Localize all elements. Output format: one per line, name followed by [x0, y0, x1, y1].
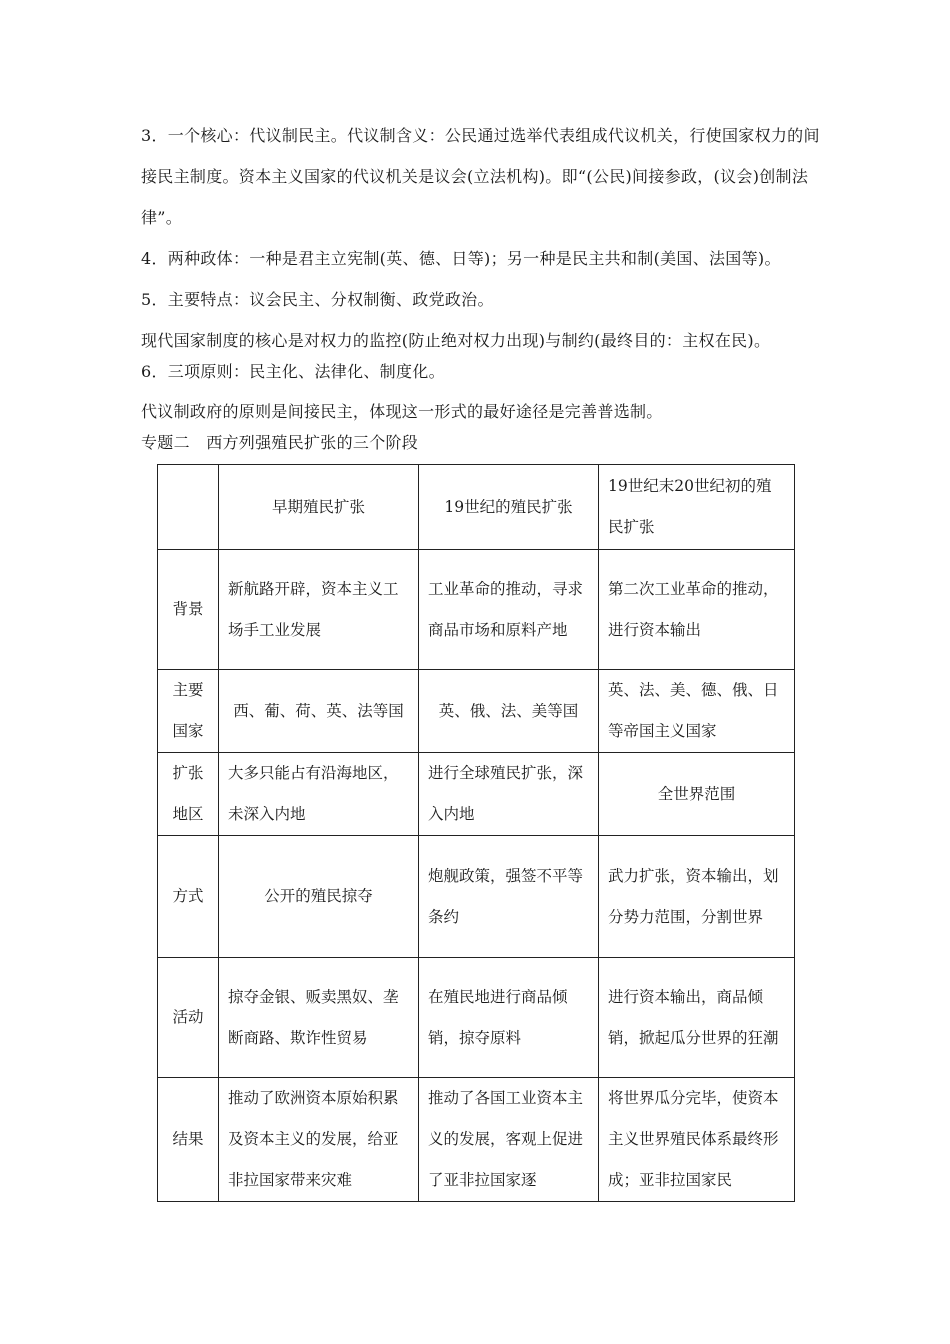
- table-header-cell: [158, 465, 219, 550]
- table-cell: 进行资本输出，商品倾销，掀起瓜分世界的狂潮: [599, 958, 795, 1078]
- table-cell: 西、葡、荷、英、法等国: [219, 670, 419, 753]
- table-row: [158, 670, 795, 753]
- colonial-expansion-table: [157, 464, 795, 1202]
- table-cell: 英、法、美、德、俄、日等帝国主义国家: [599, 670, 795, 753]
- table-header-cell: 19世纪的殖民扩张: [419, 465, 599, 550]
- paragraph-indirect-democracy: 代议制政府的原则是间接民主，体现这一形式的最好途径是完善普选制。: [141, 402, 663, 421]
- table-header-cell: 19世纪末20世纪初的殖民扩张: [599, 465, 795, 550]
- paragraph-representative-democracy: 3．一个核心：代议制民主。代议制含义：公民通过选举代表组成代议机关，行使国家权力的间接民主制度。资本主义国家的代议机关是议会(立法机构)。即“(公民)间接参政，(议会)创制法律”。: [141, 126, 820, 227]
- table-cell: 全世界范围: [599, 753, 795, 836]
- table-cell: 进行全球殖民扩张，深入内地: [419, 753, 599, 836]
- table-cell: 大多只能占有沿海地区，未深入内地: [219, 753, 419, 836]
- table-cell: 推动了各国工业资本主义的发展，客观上促进了亚非拉国家逐: [419, 1078, 599, 1202]
- table-cell: 炮舰政策，强签不平等条约: [419, 836, 599, 958]
- row-label-background: 背景: [158, 550, 219, 670]
- paragraph-core-of-system: 现代国家制度的核心是对权力的监控(防止绝对权力出现)与制约(最终目的：主权在民)。: [141, 331, 771, 350]
- paragraph-three-principles: 6．三项原则：民主化、法律化、制度化。: [141, 362, 445, 381]
- row-label-method: 方式: [158, 836, 219, 958]
- table-row: [158, 550, 795, 670]
- table-cell: 工业革命的推动，寻求商品市场和原料产地: [419, 550, 599, 670]
- table-cell: 推动了欧洲资本原始积累及资本主义的发展，给亚非拉国家带来灾难: [219, 1078, 419, 1202]
- table-cell: 武力扩张，资本输出，划分势力范围，分割世界: [599, 836, 795, 958]
- table-row: [158, 836, 795, 958]
- table-row: [158, 753, 795, 836]
- table-row: [158, 1078, 795, 1202]
- row-label-expansion-region: 扩张地区: [158, 753, 219, 836]
- table-cell: 将世界瓜分完毕，使资本主义世界殖民体系最终形成；亚非拉国家民: [599, 1078, 795, 1202]
- table-cell: 英、俄、法、美等国: [419, 670, 599, 753]
- table-cell: 公开的殖民掠夺: [219, 836, 419, 958]
- table-cell: 第二次工业革命的推动，进行资本输出: [599, 550, 795, 670]
- row-label-activities: 活动: [158, 958, 219, 1078]
- table-cell: 新航路开辟，资本主义工场手工业发展: [219, 550, 419, 670]
- table-row: [158, 958, 795, 1078]
- row-label-main-countries: 主要国家: [158, 670, 219, 753]
- paragraph-main-features: 5．主要特点：议会民主、分权制衡、政党政治。: [141, 290, 494, 309]
- row-label-result: 结果: [158, 1078, 219, 1202]
- table-cell: 掠夺金银、贩卖黑奴、垄断商路、欺诈性贸易: [219, 958, 419, 1078]
- section-heading-colonial-expansion: 专题二 西方列强殖民扩张的三个阶段: [141, 433, 419, 452]
- table-header-row: [158, 465, 795, 550]
- paragraph-two-polities: 4．两种政体：一种是君主立宪制(英、德、日等)；另一种是民主共和制(美国、法国等)。: [141, 249, 781, 268]
- table-cell: 在殖民地进行商品倾销，掠夺原料: [419, 958, 599, 1078]
- table-header-cell: 早期殖民扩张: [219, 465, 419, 550]
